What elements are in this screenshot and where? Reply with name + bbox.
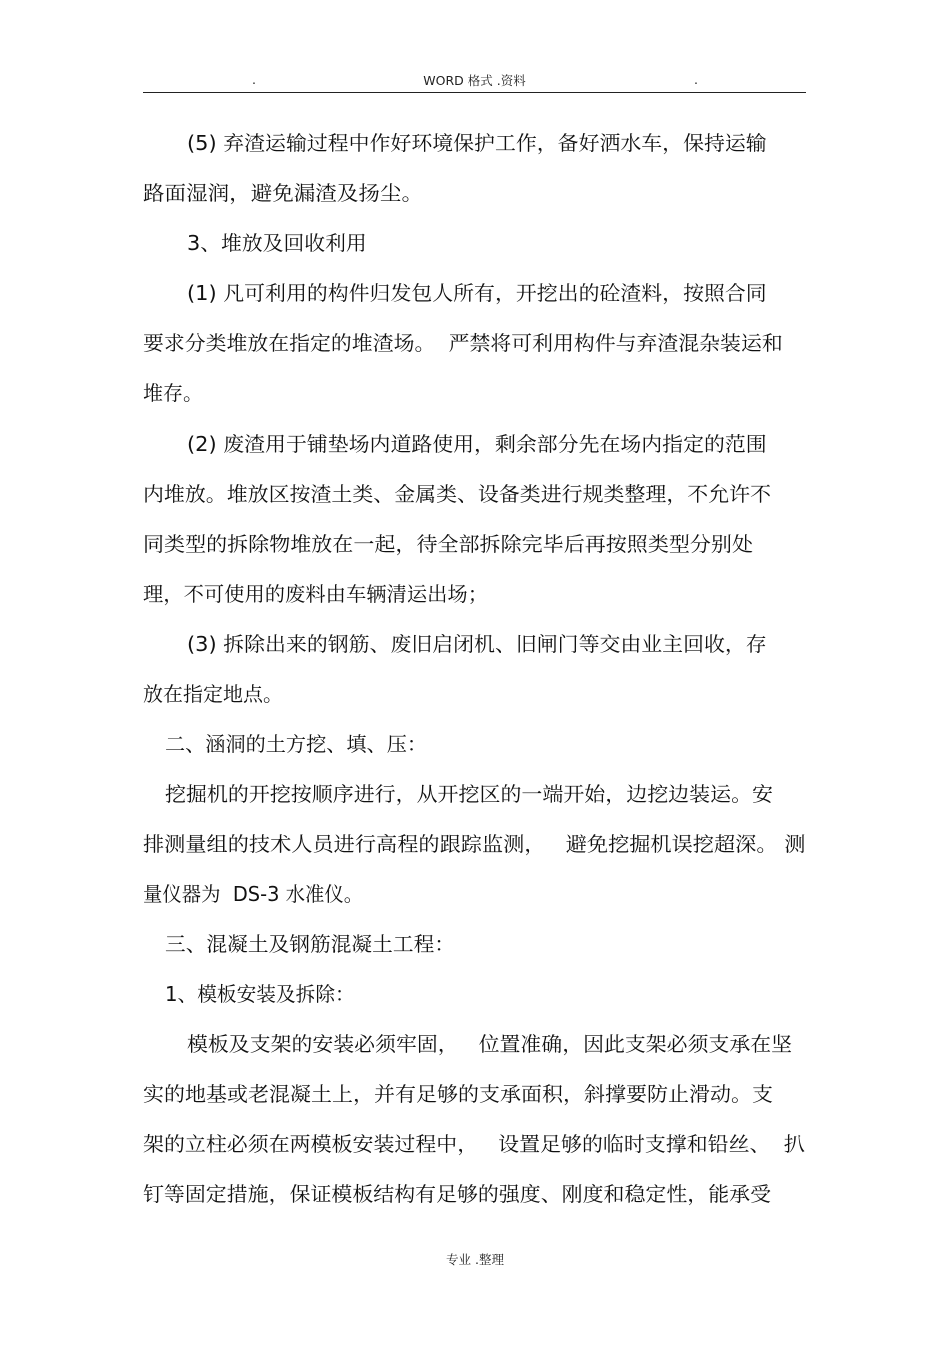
text-line: (5) 弃渣运输过程中作好环境保护工作，备好洒水车，保持运输	[187, 131, 767, 155]
text-line: 放在指定地点。	[143, 682, 283, 706]
text-line: 堆存。	[143, 381, 203, 405]
text-line: 量仪器为 DS-3 水准仪。	[143, 882, 364, 906]
header-right-mark: .	[694, 72, 698, 87]
text-line: 钉等固定措施，保证模板结构有足够的强度、刚度和稳定性，能承受	[143, 1182, 771, 1206]
text-line: (2) 废渣用于铺垫场内道路使用，剩余部分先在场内指定的范围	[187, 432, 767, 456]
section-heading: 3、堆放及回收利用	[187, 231, 367, 255]
text-line: 内堆放。堆放区按渣土类、金属类、设备类进行规类整理，不允许不	[143, 482, 771, 506]
header-left-mark: .	[252, 72, 256, 87]
section-heading: 三、混凝土及钢筋混凝土工程：	[165, 932, 455, 956]
text-line: 挖掘机的开挖按顺序进行，从开挖区的一端开始，边挖边装运。安	[165, 782, 773, 806]
text-line: 模板及支架的安装必须牢固， 位置准确，因此支架必须支承在坚	[187, 1032, 793, 1056]
text-line: 理，不可使用的废料由车辆清运出场；	[143, 582, 488, 606]
text-line: 实的地基或老混凝土上，并有足够的支承面积，斜撑要防止滑动。支	[143, 1082, 773, 1106]
header-title: WORD 格式 .资料	[423, 73, 526, 88]
text-line: (1) 凡可利用的构件归发包人所有，开挖出的砼渣料，按照合同	[187, 281, 767, 305]
text-line: 要求分类堆放在指定的堆渣场。 严禁将可利用构件与弃渣混杂装运和	[143, 331, 783, 355]
section-heading: 二、涵洞的土方挖、填、压：	[165, 732, 427, 756]
section-heading: 1、模板安装及拆除：	[165, 982, 355, 1006]
text-line: 架的立柱必须在两模板安装过程中， 设置足够的临时支撑和铅丝、 扒	[143, 1132, 805, 1156]
text-line: (3) 拆除出来的钢筋、废旧启闭机、旧闸门等交由业主回收，存	[187, 632, 767, 656]
page-footer: 专业 .整理	[446, 1252, 504, 1267]
text-line: 同类型的拆除物堆放在一起，待全部拆除完毕后再按照类型分别处	[143, 532, 754, 556]
text-line: 排测量组的技术人员进行高程的跟踪监测， 避免挖掘机误挖超深。 测	[143, 832, 806, 856]
text-line: 路面湿润，避免漏渣及扬尘。	[143, 181, 423, 205]
